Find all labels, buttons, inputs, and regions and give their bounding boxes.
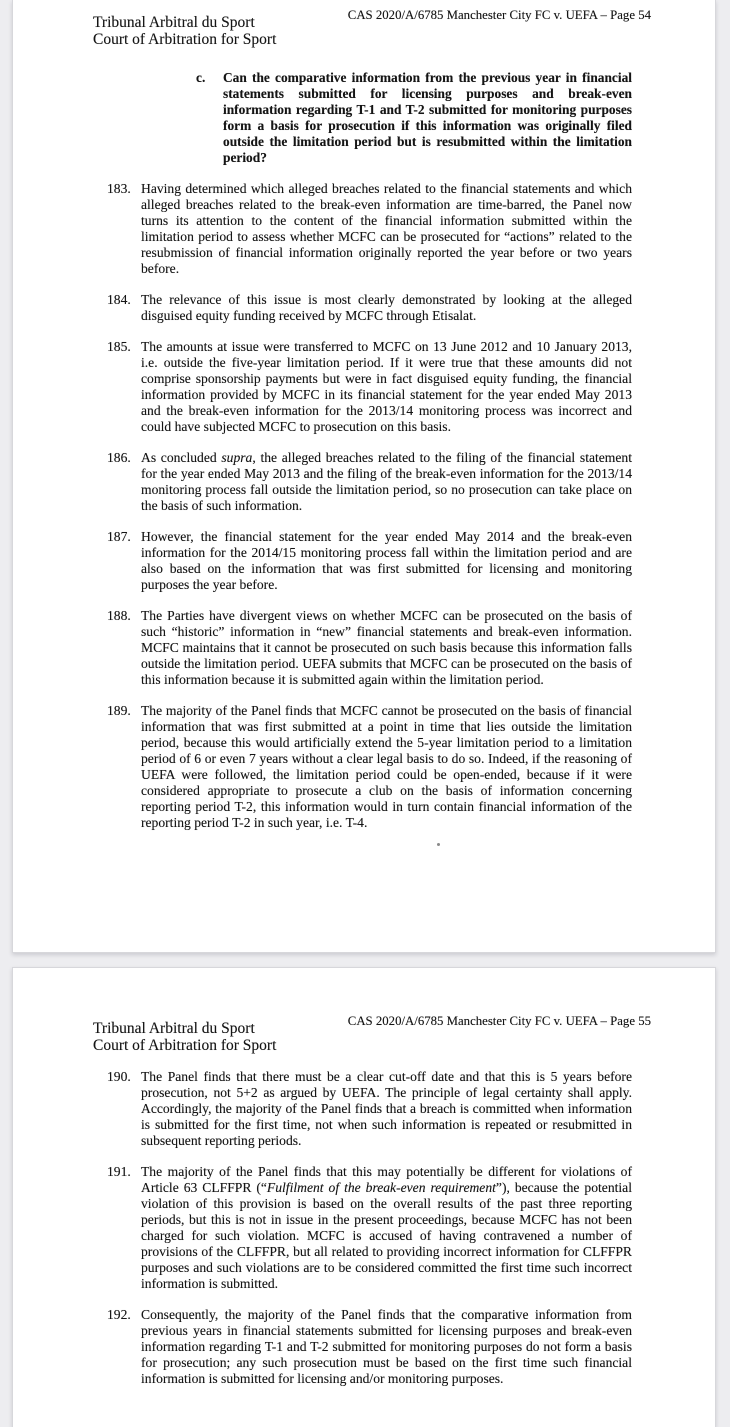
paragraph-list (107, 1069, 632, 1387)
paragraph-text: The majority of the Panel finds that MCFC cannot be prosecuted on the basis of financial information that was first submitted at a point in time that lies outside the limitation period, because this would artificially extend the 5-year limitation period to a limitation period of 6 or even 7 years without a clear legal basis to do so. Indeed, if the reasoning of UEFA were followed, the limitation period could be open-ended, because if it were considered appropriate to prosecute a club on the basis of information concerning reporting period T-2, this information would in turn contain financial information of the reporting period T-2 in such year, i.e. T-4. (141, 703, 632, 830)
paragraph-text: As concluded supra, the alleged breaches related to the filing of the financial statement for the year ended May 2013 and the filing of the break-even information for the 2013/14 monitoring process fall outside the limitation period, so no prosecution can take place on the basis of such information. (141, 450, 632, 513)
paragraph-number: 187. (107, 529, 131, 544)
paragraph (107, 703, 632, 831)
court-name-line2: Court of Arbitration for Sport (93, 1037, 277, 1054)
paragraph-number: 183. (107, 181, 131, 196)
paragraph-text: The relevance of this issue is most clearly demonstrated by looking at the alleged disguised equity funding received by MCFC through Etisalat. (141, 292, 632, 323)
paragraph (107, 608, 632, 688)
court-name-line2: Court of Arbitration for Sport (93, 31, 277, 48)
paragraph-text: Consequently, the majority of the Panel finds that the comparative information from previous years in financial statements submitted for licensing purposes and break-even information regarding T-1 and T-2 submitted for monitoring purposes do not form a basis for prosecution; any such prosecution must be based on the first time such financial information is submitted for licensing and/or monitoring purposes. (141, 1307, 632, 1386)
scan-artifact-dot (437, 843, 440, 846)
page-55 (12, 967, 716, 1427)
paragraph-number: 186. (107, 450, 131, 465)
paragraph (107, 450, 632, 514)
paragraph (107, 529, 632, 593)
court-name (93, 8, 276, 48)
paragraph-number: 189. (107, 703, 131, 718)
paragraph (107, 1164, 632, 1292)
sub-question-heading (196, 70, 632, 166)
paragraph-text: However, the financial statement for the year ended May 2014 and the break-even information for the 2014/15 monitoring process fall within the limitation period and are also based on the information that was first submitted for licensing and monitoring purposes the year before. (141, 529, 632, 592)
paragraph-text: Having determined which alleged breaches related to the financial statements and which alleged breaches related to the break-even information are time-barred, the Panel now turns its attention to the content of the financial information submitted within the limitation period to assess whether MCFC can be prosecuted for “actions” related to the resubmission of financial information originally reported the year before or two years before. (141, 181, 632, 276)
paragraph (107, 1069, 632, 1149)
page-header (13, 0, 715, 48)
sub-question-text: Can the comparative information from the previous year in financial statements submitted for licensing purposes and break-even information regarding T-1 and T-2 submitted for monitoring purposes form a basis for prosecution if this information was originally filed outside the limitation period but is resubmitted within the limitation period? (223, 70, 632, 165)
case-reference: CAS 2020/A/6785 Manchester City FC v. UEFA – Page 54 (347, 8, 651, 22)
paragraph-text: The majority of the Panel finds that this may potentially be different for violations of Article 63 CLFFPR (“Fulfilment of the break-even requirement”), because the potential violation of this provision is based on the overall results of the past three reporting periods, but this is not in issue in the present proceedings, because MCFC has not been charged for such violation. MCFC is accused of having contravened a number of provisions of the CLFFPR, but all related to providing incorrect information for CLFFPR purposes and such violations are to be considered committed the first time such incorrect information is submitted. (141, 1164, 632, 1291)
paragraph-number: 185. (107, 339, 131, 354)
paragraph (107, 1307, 632, 1387)
paragraph (107, 339, 632, 435)
court-name-line1: Tribunal Arbitral du Sport (93, 1020, 255, 1037)
paragraph-number: 190. (107, 1069, 131, 1084)
court-name-line1: Tribunal Arbitral du Sport (93, 14, 255, 31)
paragraph-text: The Parties have divergent views on whether MCFC can be prosecuted on the basis of such “historic” information in “new” financial statements and break-even information. MCFC maintains that it cannot be prosecuted on such basis because this information falls outside the limitation period. UEFA submits that MCFC can be prosecuted on the basis of this information because it is submitted again within the limitation period. (141, 608, 632, 687)
sub-question-label: c. (196, 70, 206, 85)
paragraph-number: 192. (107, 1307, 131, 1322)
paragraph-number: 184. (107, 292, 131, 307)
paragraph (107, 292, 632, 324)
paragraph-number: 191. (107, 1164, 131, 1179)
paragraph-list (107, 181, 632, 831)
page-header (13, 968, 715, 1054)
paragraph-text: The amounts at issue were transferred to MCFC on 13 June 2012 and 10 January 2013, i.e. outside the five-year limitation period. If it were true that these amounts did not comprise sponsorship payments but were in fact disguised equity funding, the financial information provided by MCFC in its financial statement for the year ended May 2013 and the break-even information for the 2013/14 monitoring process was incorrect and could have subjected MCFC to prosecution on this basis. (141, 339, 632, 434)
paragraph-text: The Panel finds that there must be a clear cut-off date and that this is 5 years before prosecution, not 5+2 as argued by UEFA. The principle of legal certainty shall apply. Accordingly, the majority of the Panel finds that a breach is committed when information is submitted for the first time, not when such information is repeated or resubmitted in subsequent reporting periods. (141, 1069, 632, 1148)
paragraph-number: 188. (107, 608, 131, 623)
paragraph (107, 181, 632, 277)
court-name (93, 1014, 276, 1054)
case-reference: CAS 2020/A/6785 Manchester City FC v. UEFA – Page 55 (347, 1014, 651, 1028)
page-54 (12, 0, 716, 953)
